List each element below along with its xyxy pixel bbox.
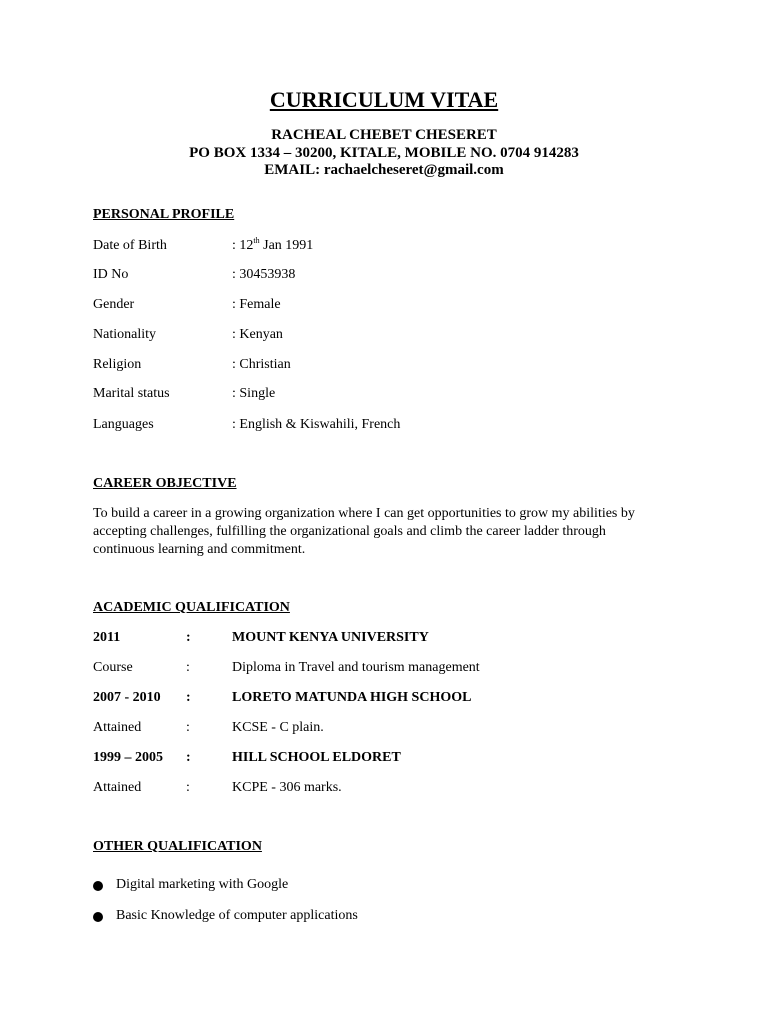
contact-email: EMAIL: rachaelcheseret@gmail.com <box>264 162 504 178</box>
academic-row-detail: Diploma in Travel and tourism management <box>232 660 480 675</box>
academic-qualification-heading: ACADEMIC QUALIFICATION <box>93 600 290 615</box>
gender-label: Gender <box>93 297 135 312</box>
dob-label: Date of Birth <box>93 238 167 253</box>
religion-label: Religion <box>93 357 142 372</box>
academic-row-colon: : <box>186 630 191 645</box>
academic-row-label: Attained <box>93 720 142 735</box>
other-qualification-heading: OTHER QUALIFICATION <box>93 839 262 854</box>
career-objective-text: To build a career in a growing organization where I can get opportunities to grow my abilities by accepting challenges, fulfilling the organizational goals and climb the career ladder through continuous learning and commitment. <box>93 506 635 557</box>
career-objective-heading: CAREER OBJECTIVE <box>93 476 237 491</box>
academic-row-detail: KCPE - 306 marks. <box>232 780 342 795</box>
academic-row-institution: HILL SCHOOL ELDORET <box>232 750 401 765</box>
academic-row-detail: KCSE - C plain. <box>232 720 324 735</box>
candidate-name: RACHEAL CHEBET CHESERET <box>271 127 497 143</box>
contact-address: PO BOX 1334 – 30200, KITALE, MOBILE NO. 0704 914283 <box>189 145 579 161</box>
academic-row-label: Course <box>93 660 133 675</box>
id-label: ID No <box>93 267 129 282</box>
academic-row-colon: : <box>186 750 191 765</box>
bullet-icon <box>93 881 103 891</box>
academic-row-label: Attained <box>93 780 142 795</box>
academic-row-colon: : <box>186 780 190 795</box>
marital-status-label: Marital status <box>93 386 170 401</box>
religion-value: : Christian <box>232 357 291 372</box>
academic-row-colon: : <box>186 720 190 735</box>
academic-row-year: 2011 <box>93 630 121 645</box>
other-qualification-item: Digital marketing with Google <box>116 877 289 892</box>
id-value: : 30453938 <box>232 267 296 282</box>
academic-row-colon: : <box>186 660 190 675</box>
academic-row-institution: LORETO MATUNDA HIGH SCHOOL <box>232 690 472 705</box>
marital-status-value: : Single <box>232 386 276 401</box>
personal-profile-heading: PERSONAL PROFILE <box>93 207 235 222</box>
document-title: CURRICULUM VITAE <box>269 87 499 112</box>
bullet-icon <box>93 912 103 922</box>
other-qualification-item: Basic Knowledge of computer applications <box>116 908 358 923</box>
nationality-label: Nationality <box>93 327 156 342</box>
academic-row-institution: MOUNT KENYA UNIVERSITY <box>232 630 429 645</box>
languages-value: : English & Kiswahili, French <box>232 417 401 432</box>
gender-value: : Female <box>232 297 281 312</box>
academic-row-year: 2007 - 2010 <box>93 690 161 705</box>
nationality-value: : Kenyan <box>232 327 283 342</box>
academic-row-colon: : <box>186 690 191 705</box>
academic-row-year: 1999 – 2005 <box>93 750 163 765</box>
languages-label: Languages <box>93 417 154 432</box>
dob-value: : 12th Jan 1991 <box>232 236 314 253</box>
